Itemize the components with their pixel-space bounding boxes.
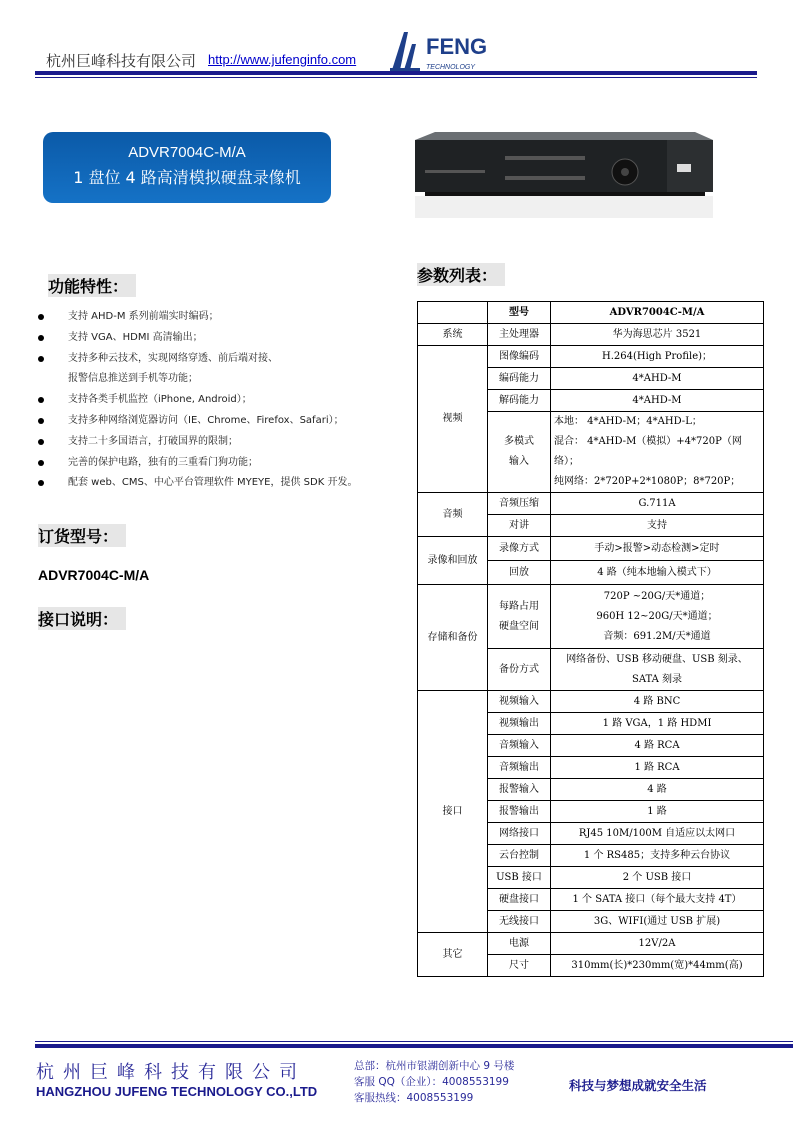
spec-header-cell: ADVR7004C-M/A xyxy=(551,302,764,324)
spec-group-name: 系统 xyxy=(418,324,488,346)
bullet-icon xyxy=(38,356,44,362)
spec-row xyxy=(418,933,764,955)
footer-company-en: HANGZHOU JUFENG TECHNOLOGY CO.,LTD xyxy=(36,1084,318,1099)
dvr-product-image xyxy=(415,130,713,218)
spec-param-name: 报警输入 xyxy=(488,779,551,801)
spec-param-name: 硬盘接口 xyxy=(488,889,551,911)
feature-item xyxy=(38,432,357,453)
spec-param-value: 4 路 BNC xyxy=(551,691,764,713)
spec-row xyxy=(418,324,764,346)
footer-qq: 客服 QQ（企业）：4008553199 xyxy=(354,1076,509,1088)
jufeng-logo xyxy=(390,30,510,72)
interface-heading: 接口说明： xyxy=(38,607,126,630)
spec-param-name: 音频输出 xyxy=(488,757,551,779)
spec-param-value: 1 路 RCA xyxy=(551,757,764,779)
spec-param-value: RJ45 10M/100M 自适应以太网口 xyxy=(551,823,764,845)
spec-param-value: 4 路（纯本地输入模式下） xyxy=(551,561,764,585)
spec-param-value: 网络备份、USB 移动硬盘、USB 刻录、 SATA 刻录 xyxy=(551,649,764,691)
bullet-icon xyxy=(38,480,44,486)
spec-param-value: 1 个 RS485；支持多种云台协议 xyxy=(551,845,764,867)
feature-item xyxy=(38,453,357,474)
spec-row xyxy=(418,493,764,515)
spec-row xyxy=(418,691,764,713)
spec-param-name: USB 接口 xyxy=(488,867,551,889)
order-model: ADVR7004C-M/A xyxy=(38,567,150,583)
spec-param-name: 对讲 xyxy=(488,515,551,537)
spec-param-value: 1 路 xyxy=(551,801,764,823)
spec-group-name: 视频 xyxy=(418,346,488,493)
spec-group-name: 接口 xyxy=(418,691,488,933)
spec-param-name: 电源 xyxy=(488,933,551,955)
spec-param-name: 音频压缩 xyxy=(488,493,551,515)
spec-param-value: 720P ~20G/天*通道； 960H 12~20G/天*通道； 音频：691.2M/天*通道 xyxy=(551,585,764,649)
spec-row xyxy=(418,585,764,649)
footer-rule-thin xyxy=(35,1041,793,1042)
spec-group-name: 音频 xyxy=(418,493,488,537)
spec-table xyxy=(417,301,764,977)
feature-item xyxy=(38,349,357,391)
spec-param-value: 4 路 RCA xyxy=(551,735,764,757)
spec-param-name: 音频输入 xyxy=(488,735,551,757)
spec-row xyxy=(418,537,764,561)
feature-text: 完善的保护电路，独有的三重看门狗功能； xyxy=(68,456,258,468)
spec-param-name: 解码能力 xyxy=(488,390,551,412)
header-rule-thin xyxy=(35,77,757,78)
feature-item xyxy=(38,390,357,411)
footer-contact xyxy=(354,1058,514,1106)
product-banner xyxy=(43,132,331,203)
spec-header-cell xyxy=(418,302,488,324)
features-heading: 功能特性： xyxy=(48,274,136,297)
order-heading: 订货型号： xyxy=(38,524,126,547)
feature-text: 支持二十多国语言，打破国界的限制； xyxy=(68,435,238,447)
feature-item xyxy=(38,307,357,328)
spec-param-value: H.264(High Profile)； xyxy=(551,346,764,368)
spec-param-name: 图像编码 xyxy=(488,346,551,368)
feature-text: 支持多种网络浏览器访问（IE、Chrome、Firefox、Safari）； xyxy=(68,414,344,426)
spec-param-name: 备份方式 xyxy=(488,649,551,691)
spec-param-name: 主处理器 xyxy=(488,324,551,346)
footer-address: 总部：杭州市银湖创新中心 9 号楼 xyxy=(354,1060,515,1072)
header-url-link[interactable]: http://www.jufenginfo.com xyxy=(208,52,357,67)
spec-header-row xyxy=(418,302,764,324)
footer-hotline: 客服热线：4008553199 xyxy=(354,1092,474,1104)
header-rule xyxy=(35,71,757,75)
spec-param-value: 2 个 USB 接口 xyxy=(551,867,764,889)
banner-subtitle: 1 盘位 4 路高清模拟硬盘录像机 xyxy=(73,168,301,187)
spec-param-name: 视频输入 xyxy=(488,691,551,713)
feature-text: 支持 AHD-M 系列前端实时编码； xyxy=(68,311,219,322)
spec-group-name: 存储和备份 xyxy=(418,585,488,691)
spec-param-value: 1 路 VGA，1 路 HDMI xyxy=(551,713,764,735)
spec-param-value: 手动>报警>动态检测>定时 xyxy=(551,537,764,561)
footer-company-cn: 杭州巨峰科技有限公司 xyxy=(36,1062,306,1083)
feature-item xyxy=(38,328,357,349)
spec-param-name: 云台控制 xyxy=(488,845,551,867)
spec-param-name: 每路占用 硬盘空间 xyxy=(488,585,551,649)
header-company: 杭州巨峰科技有限公司 xyxy=(46,52,197,70)
banner-model: ADVR7004C-M/A xyxy=(128,144,246,161)
spec-group-name: 录像和回放 xyxy=(418,537,488,585)
spec-param-value: 3G、WIFI(通过 USB 扩展) xyxy=(551,911,764,933)
spec-param-value: G.711A xyxy=(551,493,764,515)
features-list xyxy=(38,307,357,494)
spec-param-value: 12V/2A xyxy=(551,933,764,955)
bullet-icon xyxy=(38,314,44,320)
spec-param-name: 回放 xyxy=(488,561,551,585)
spec-param-value: 1 个 SATA 接口（每个最大支持 4T） xyxy=(551,889,764,911)
bullet-icon xyxy=(38,460,44,466)
spec-heading: 参数列表： xyxy=(417,263,505,286)
bullet-icon xyxy=(38,439,44,445)
spec-group-name: 其它 xyxy=(418,933,488,977)
footer-slogan: 科技与梦想成就安全生活 xyxy=(569,1078,707,1093)
spec-param-name: 无线接口 xyxy=(488,911,551,933)
spec-param-value: 310mm(长)*230mm(宽)*44mm(高) xyxy=(551,955,764,977)
spec-param-value: 华为海思芯片 3521 xyxy=(551,324,764,346)
spec-param-name: 多模式 输入 xyxy=(488,412,551,493)
spec-param-name: 编码能力 xyxy=(488,368,551,390)
spec-param-name: 尺寸 xyxy=(488,955,551,977)
footer-rule xyxy=(35,1044,793,1048)
spec-header-cell: 型号 xyxy=(488,302,551,324)
spec-param-value: 4*AHD-M xyxy=(551,368,764,390)
feature-text: 支持多种云技术，实现网络穿透、前后端对接、 报警信息推送到手机等功能； xyxy=(68,352,278,385)
feature-text: 配套 web、CMS、中心平台管理软件 MYEYE，提供 SDK 开发。 xyxy=(68,477,358,489)
spec-param-name: 录像方式 xyxy=(488,537,551,561)
spec-param-name: 网络接口 xyxy=(488,823,551,845)
bullet-icon xyxy=(38,335,44,341)
spec-param-name: 报警输出 xyxy=(488,801,551,823)
spec-row xyxy=(418,346,764,368)
bullet-icon xyxy=(38,397,44,403)
spec-param-name: 视频输出 xyxy=(488,713,551,735)
bullet-icon xyxy=(38,418,44,424)
spec-param-value: 4*AHD-M xyxy=(551,390,764,412)
svg-text:FENG: FENG xyxy=(426,34,488,59)
feature-item xyxy=(38,473,357,494)
feature-text: 支持各类手机监控（iPhone, Android）； xyxy=(68,394,252,406)
feature-item xyxy=(38,411,357,432)
spec-param-value: 本地： 4*AHD-M；4*AHD-L； 混合： 4*AHD-M（模拟）+4*720P（网络）； 纯网络：2*720P+2*1080P；8*720P； xyxy=(551,412,764,493)
spec-param-value: 4 路 xyxy=(551,779,764,801)
feature-text: 支持 VGA、HDMI 高清输出； xyxy=(68,331,203,343)
spec-param-value: 支持 xyxy=(551,515,764,537)
svg-text:TECHNOLOGY: TECHNOLOGY xyxy=(426,64,476,71)
